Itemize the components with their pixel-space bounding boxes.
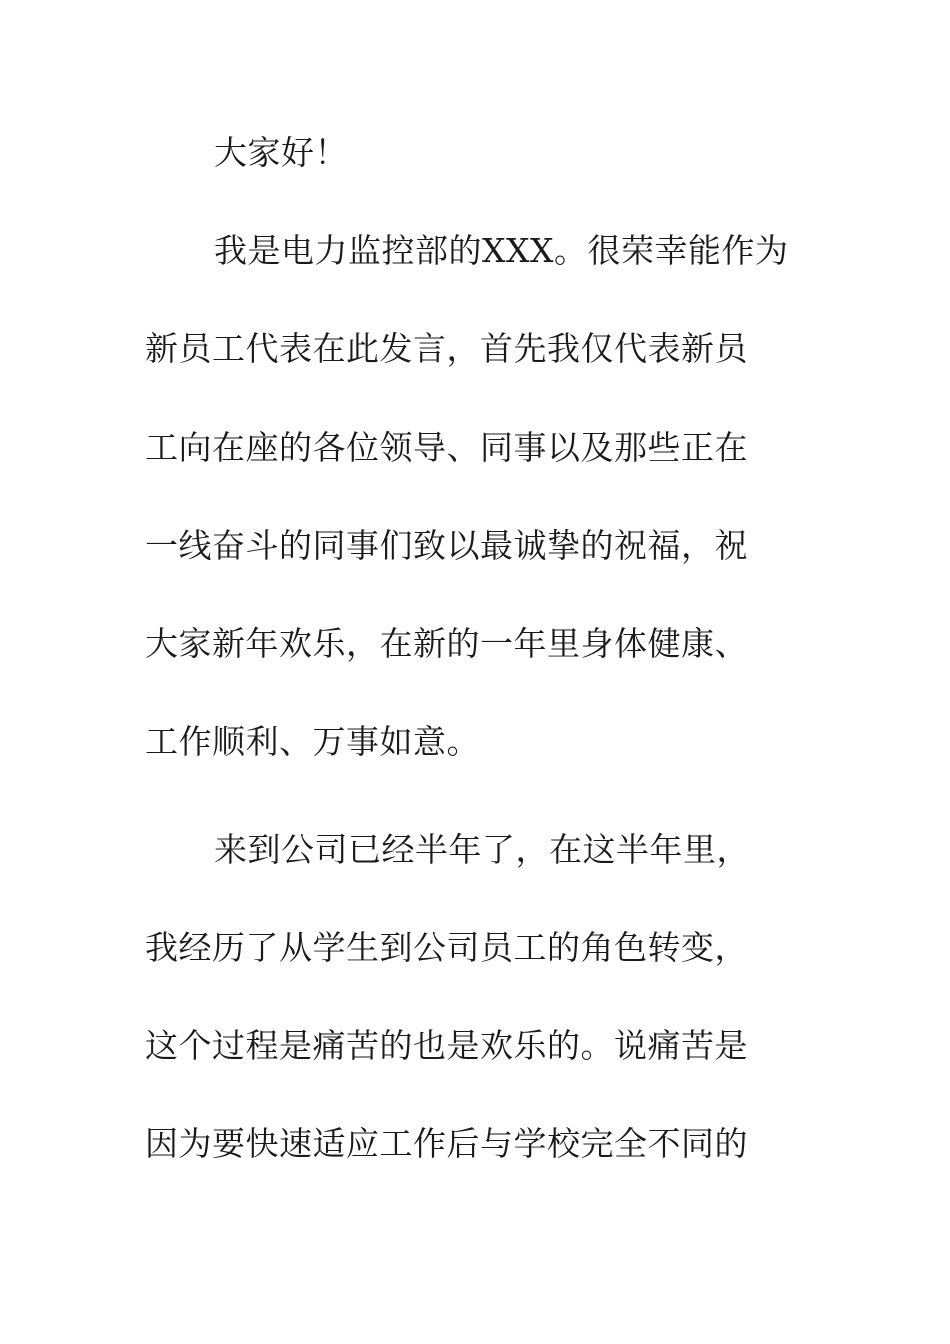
paragraph-1-line-1: 我是电力监控部的XXX。很荣幸能作为 (214, 231, 789, 270)
paragraph-2-line-2: 我经历了从学生到公司员工的角色转变， (145, 928, 748, 967)
paragraph-1-line-4: 一线奋斗的同事们致以最诚挚的祝福，祝 (145, 526, 748, 565)
paragraph-1-line-2: 新员工代表在此发言，首先我仅代表新员 (145, 329, 748, 368)
paragraph-1-line-5: 大家新年欢乐，在新的一年里身体健康、 (145, 624, 748, 663)
paragraph-1-line-3: 工向在座的各位领导、同事以及那些正在 (145, 428, 748, 467)
greeting-line: 大家好！ (214, 133, 348, 172)
paragraph-1-line-6: 工作顺利、万事如意。 (145, 722, 480, 761)
paragraph-2-line-3: 这个过程是痛苦的也是欢乐的。说痛苦是 (145, 1026, 748, 1065)
paragraph-2-line-1: 来到公司已经半年了，在这半年里， (214, 830, 750, 869)
paragraph-2-line-4: 因为要快速适应工作后与学校完全不同的 (145, 1124, 748, 1163)
